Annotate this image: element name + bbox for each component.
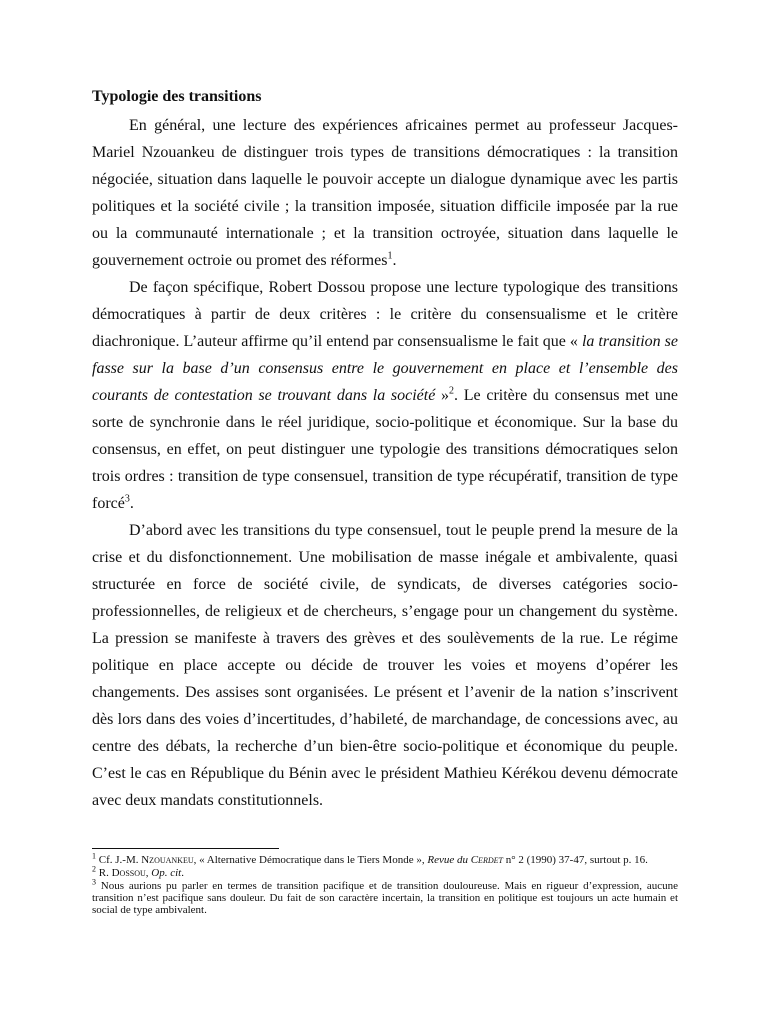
footnote-3-text: Nous aurions pu parler en termes de transition pacifique et de transition douloureuse. Mais en rigueur d’expression, aucune transition n’est pacifique sans douleur. Du fait de son caractère incertain, la transition en politique est toujours un acte humain et social de type ambivalent. (92, 880, 678, 916)
footnote-ref-1[interactable]: 1 (387, 250, 393, 262)
footnote-1-journal-b: Cerdet (470, 854, 503, 866)
footnote-separator (92, 848, 279, 849)
footnote-2 (92, 864, 678, 879)
footnote-ref-3[interactable]: 3 (124, 493, 130, 505)
footnote-1-journal (427, 854, 503, 866)
footnote-2-number: 2 (92, 864, 96, 874)
paragraph-1 (92, 112, 678, 274)
footnote-2-post: . (181, 867, 184, 879)
footnote-ref-2[interactable]: 2 (449, 385, 455, 397)
footnote-2-mid: , (145, 867, 152, 879)
footnote-2-pre: R. (96, 867, 112, 879)
paragraph-2-text-b: . Le critère du consensus met une sorte de synchronie dans le réel juridique, socio-politique et économique. Sur la base du consensus, en effet, on peut distinguer une typologie des transitions démocratiques selon trois ordres : transition de type consensuel, transition de type récupératif, transition de type forcé (92, 387, 679, 512)
paragraph-2 (92, 274, 678, 517)
paragraph-2-text-a: De façon spécifique, Robert Dossou propose une lecture typologique des transitions démocratiques à partir de deux critères : le critère du consensualisme et le critère diachronique. L’auteur affirme qu’il entend par consensualisme le fait que « (92, 279, 678, 350)
paragraph-2-end: . (129, 495, 134, 512)
footnote-1-title: , « Alternative Démocratique dans le Tiers Monde », (193, 854, 428, 866)
footnote-1-journal-a: Revue du (427, 854, 471, 866)
footnote-1-pre: Cf. J.-M. (96, 854, 142, 866)
paragraph-3: D’abord avec les transitions du type consensuel, tout le peuple prend la mesure de la crise et du disfonctionnement. Une mobilisation de masse inégale et ambivalente, quasi structurée en force de société civile, de syndicats, de diverses catégories socio-professionnelles, de religieux et de chercheurs, s’engage pour un changement du système. La pression se manifeste à travers des grèves et des soulèvements de la rue. Le régime politique en place accepte ou décide de trouver les voies et moyens d’opérer les changements. Des assises sont organisées. Le présent et l’avenir de la nation s’inscrivent dès lors dans des voies d’incertitudes, d’habileté, de marchandage, de concessions avec, au centre des débats, la recherche d’un bien-être socio-politique et économique du peuple. C’est le cas en République du Bénin avec le président Mathieu Kérékou devenu démocrate avec deux mandats constitutionnels. (92, 522, 678, 809)
footnotes (92, 851, 678, 917)
paragraph-1-end: . (392, 252, 397, 269)
quotation: la transition se fasse sur la base d’un consensus entre le gouvernement en place et l’ensemble des courants de contestation se trouvant dans la société (92, 333, 679, 404)
footnote-3-number: 3 (92, 877, 96, 887)
footnote-1-post: n° 2 (1990) 37-47, surtout p. 16. (502, 854, 648, 866)
footnote-2-author: Dossou (111, 867, 146, 879)
footnote-1-number: 1 (92, 851, 96, 861)
quote-close: » (435, 387, 450, 404)
footnote-2-citation: Op. cit (151, 867, 182, 879)
footnote-1-author: Nzouankeu (141, 854, 194, 866)
footnote-3 (92, 877, 678, 916)
section-heading: Typologie des transitions (92, 88, 262, 105)
main-text (92, 86, 678, 814)
paragraph-1-text: En général, une lecture des expériences africaines permet au professeur Jacques-Mariel Nzouankeu de distinguer trois types de transitions démocratiques : la transition négociée, situation dans laquelle le pouvoir accepte un dialogue dynamique avec les partis politiques et la société civile ; la transition imposée, situation difficile imposée par la rue ou la communauté internationale ; et la transition octroyée, situation dans laquelle le gouvernement octroie ou promet des réformes (92, 117, 678, 269)
footnote-1 (92, 851, 678, 866)
